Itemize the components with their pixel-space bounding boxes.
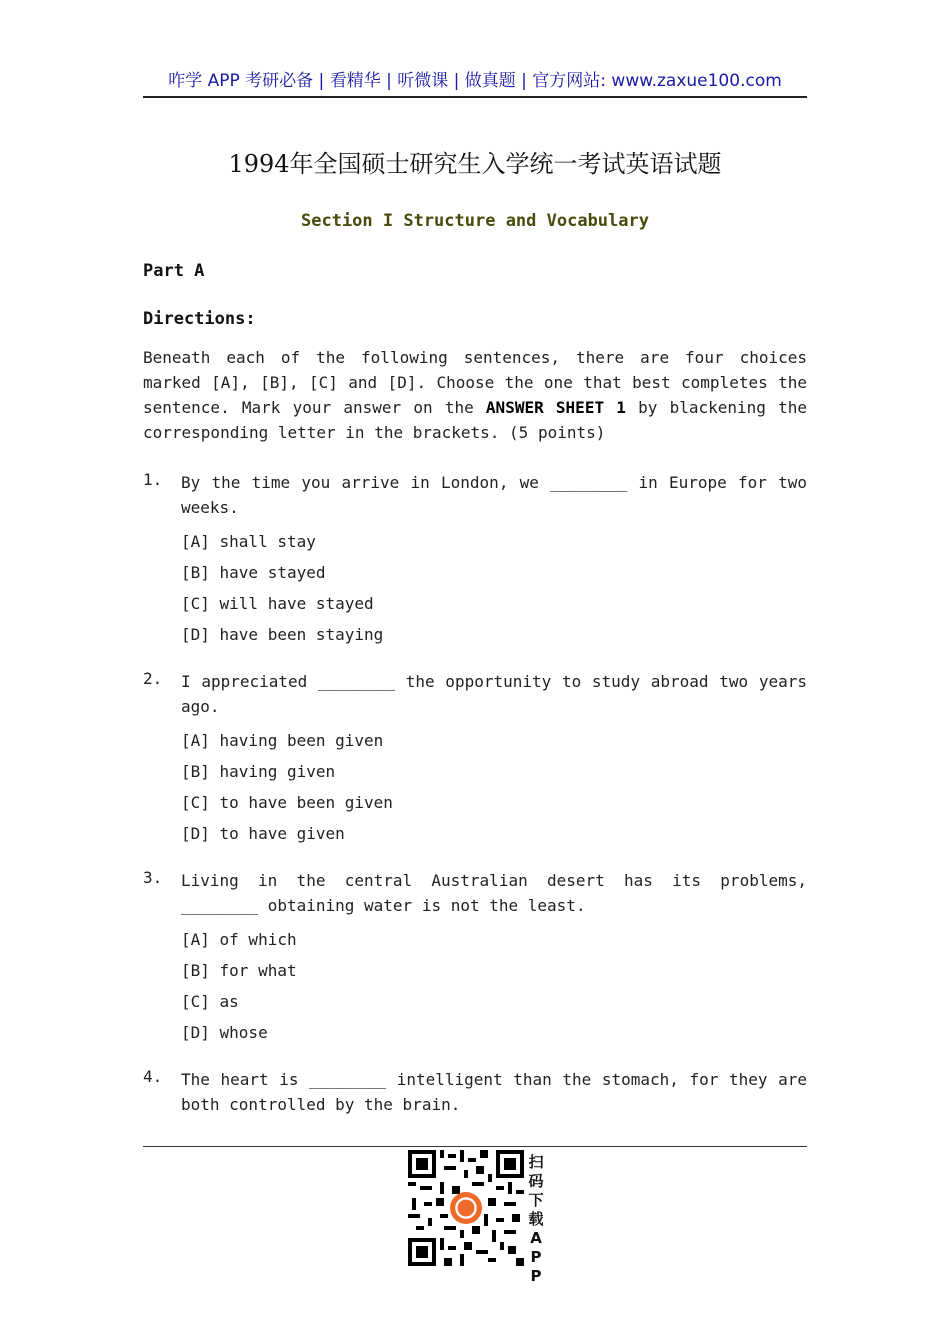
directions-text-before: Beneath each of the following sentences, there are four choices marked [A], [B], [C] and [D]. Choose the one that best completes the sentence. Mark your answer on the: [143, 348, 807, 417]
part-heading: Part A: [143, 261, 205, 281]
options-list: [181, 924, 807, 1048]
directions-text: [143, 345, 807, 445]
option-a: [A] shall stay: [181, 532, 316, 551]
section-heading: Section I Structure and Vocabulary: [301, 211, 649, 231]
option-a: [A] having been given: [181, 731, 384, 750]
option-a: [A] of which: [181, 930, 297, 949]
option-b: [B] for what: [181, 961, 297, 980]
directions-text-after: by blackening the corresponding letter in the brackets. (5 points): [143, 398, 808, 442]
question-number: 4.: [143, 1067, 163, 1086]
page-header: 咋学 APP 考研必备 | 看精华 | 听微课 | 做真题 | 官方网站: www.zaxue100.com: [143, 68, 807, 98]
question-number: 2.: [143, 669, 163, 688]
answer-sheet-emphasis: ANSWER SHEET 1: [485, 398, 626, 417]
question-number: 3.: [143, 868, 163, 887]
question-4: [143, 1067, 807, 1117]
question-1: [143, 470, 807, 650]
qr-code-icon[interactable]: [408, 1150, 524, 1266]
question-text: The heart is ________ intelligent than the stomach, for they are both controlled by the brain.: [181, 1070, 807, 1114]
option-c: [C] as: [181, 992, 239, 1011]
option-d: [D] whose: [181, 1023, 268, 1042]
question-text: By the time you arrive in London, we ________ in Europe for two weeks.: [181, 473, 807, 517]
options-list: [181, 526, 807, 650]
question-3: [143, 868, 807, 1048]
qr-caption: 扫码下载APP: [528, 1153, 544, 1285]
option-c: [C] will have stayed: [181, 594, 374, 613]
directions-heading: Directions:: [143, 309, 256, 329]
question-2: [143, 669, 807, 849]
option-d: [D] have been staying: [181, 625, 384, 644]
question-text: Living in the central Australian desert has its problems, ________ obtaining water is not the least.: [181, 871, 807, 915]
question-number: 1.: [143, 470, 163, 489]
page-title: 1994年全国硕士研究生入学统一考试英语试题: [228, 150, 722, 178]
option-b: [B] have stayed: [181, 563, 326, 582]
question-text: I appreciated ________ the opportunity to study abroad two years ago.: [181, 672, 807, 716]
option-c: [C] to have been given: [181, 793, 393, 812]
option-b: [B] having given: [181, 762, 336, 781]
footer-divider: [143, 1146, 807, 1147]
options-list: [181, 725, 807, 849]
option-d: [D] to have given: [181, 824, 345, 843]
